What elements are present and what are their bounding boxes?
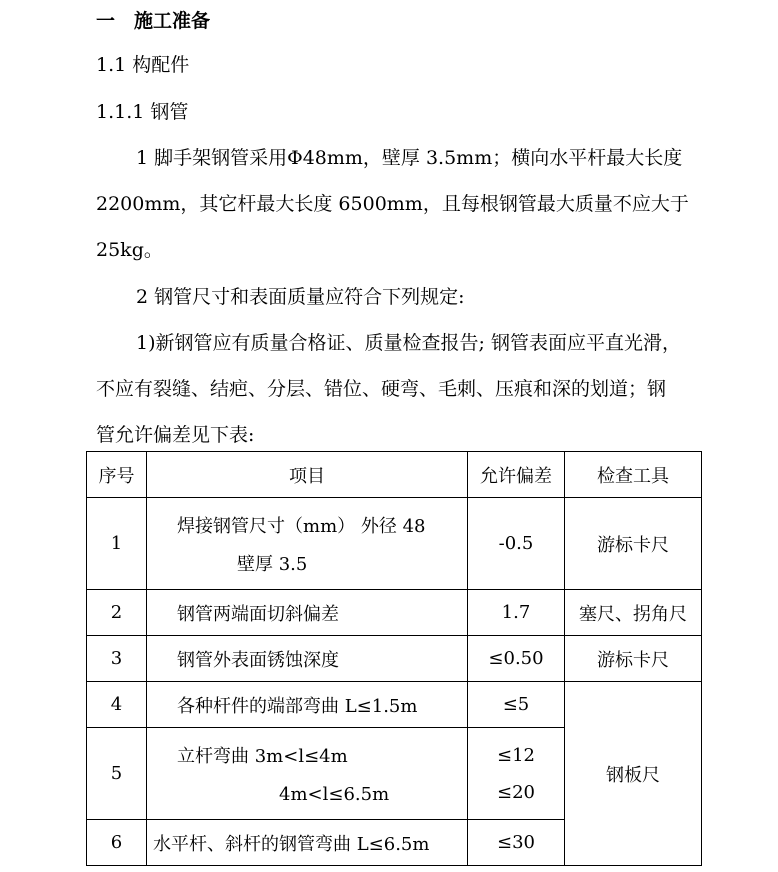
table-row [87,498,702,590]
tolerance-table [86,451,702,866]
merged-tool-cell: 钢板尺 [565,682,702,866]
paragraph-1-line-1: 1 脚手架钢管采用Φ48mm，壁厚 3.5mm；横向水平杆最大长度 [136,147,683,169]
row-no: 2 [87,590,147,636]
row-tolerance [468,728,565,820]
row-tool: 游标卡尺 [565,636,702,682]
row-item: 水平杆、斜杆的钢管弯曲 L≤6.5m [147,820,468,866]
chapter-heading [96,6,210,33]
header-cell-tolerance: 允许偏差 [468,452,565,498]
table-header-row [87,452,702,498]
header-cell-no: 序号 [87,452,147,498]
row-no: 4 [87,682,147,728]
table-row [87,682,702,728]
paragraph-1-line-2: 2200mm，其它杆最大长度 6500mm，且每根钢管最大质量不应大于 [96,193,689,215]
row-no: 1 [87,498,147,590]
paragraph-3-line-1: 1)新钢管应有质量合格证、质量检查报告; 钢管表面应平直光滑， [136,332,681,354]
chapter-number: 一 [96,10,116,32]
row-item [147,498,468,590]
row-tool: 游标卡尺 [565,498,702,590]
row-tool: 塞尺、拐角尺 [565,590,702,636]
row-tolerance: ≤30 [468,820,565,866]
row-no: 6 [87,820,147,866]
row-item-line-1: 焊接钢管尺寸（mm） 外径 48 [177,515,426,537]
section-heading: 1.1 构配件 [96,54,190,76]
row-tolerance: ≤0.50 [468,636,565,682]
row-tolerance-line-1: ≤12 [497,744,535,766]
row-tolerance: ≤5 [468,682,565,728]
row-item [147,728,468,820]
row-item-line-1: 立杆弯曲 3m<l≤4m [177,746,348,767]
table-row [87,590,702,636]
table-row [87,636,702,682]
row-tolerance-line-2: ≤20 [497,781,535,803]
row-item: 各种杆件的端部弯曲 L≤1.5m [147,682,468,728]
row-no: 3 [87,636,147,682]
paragraph-3-line-3: 管允许偏差见下表: [96,424,255,446]
row-tolerance: 1.7 [468,590,565,636]
subsection-heading: 1.1.1 钢管 [96,101,189,123]
row-no: 5 [87,728,147,820]
row-item: 钢管两端面切斜偏差 [147,590,468,636]
paragraph-3-line-2: 不应有裂缝、结疤、分层、错位、硬弯、毛刺、压痕和深的划道；钢 [96,378,667,400]
row-item: 钢管外表面锈蚀深度 [147,636,468,682]
chapter-title: 施工准备 [134,10,211,32]
paragraph-1-line-3: 25kg。 [96,239,163,261]
paragraph-2: 2 钢管尺寸和表面质量应符合下列规定: [136,286,465,308]
row-tolerance: -0.5 [468,498,565,590]
row-item-line-2: 4m<l≤6.5m [279,784,390,805]
header-cell-tool: 检查工具 [565,452,702,498]
row-item-line-2: 壁厚 3.5 [237,553,308,575]
header-cell-item: 项目 [147,452,468,498]
